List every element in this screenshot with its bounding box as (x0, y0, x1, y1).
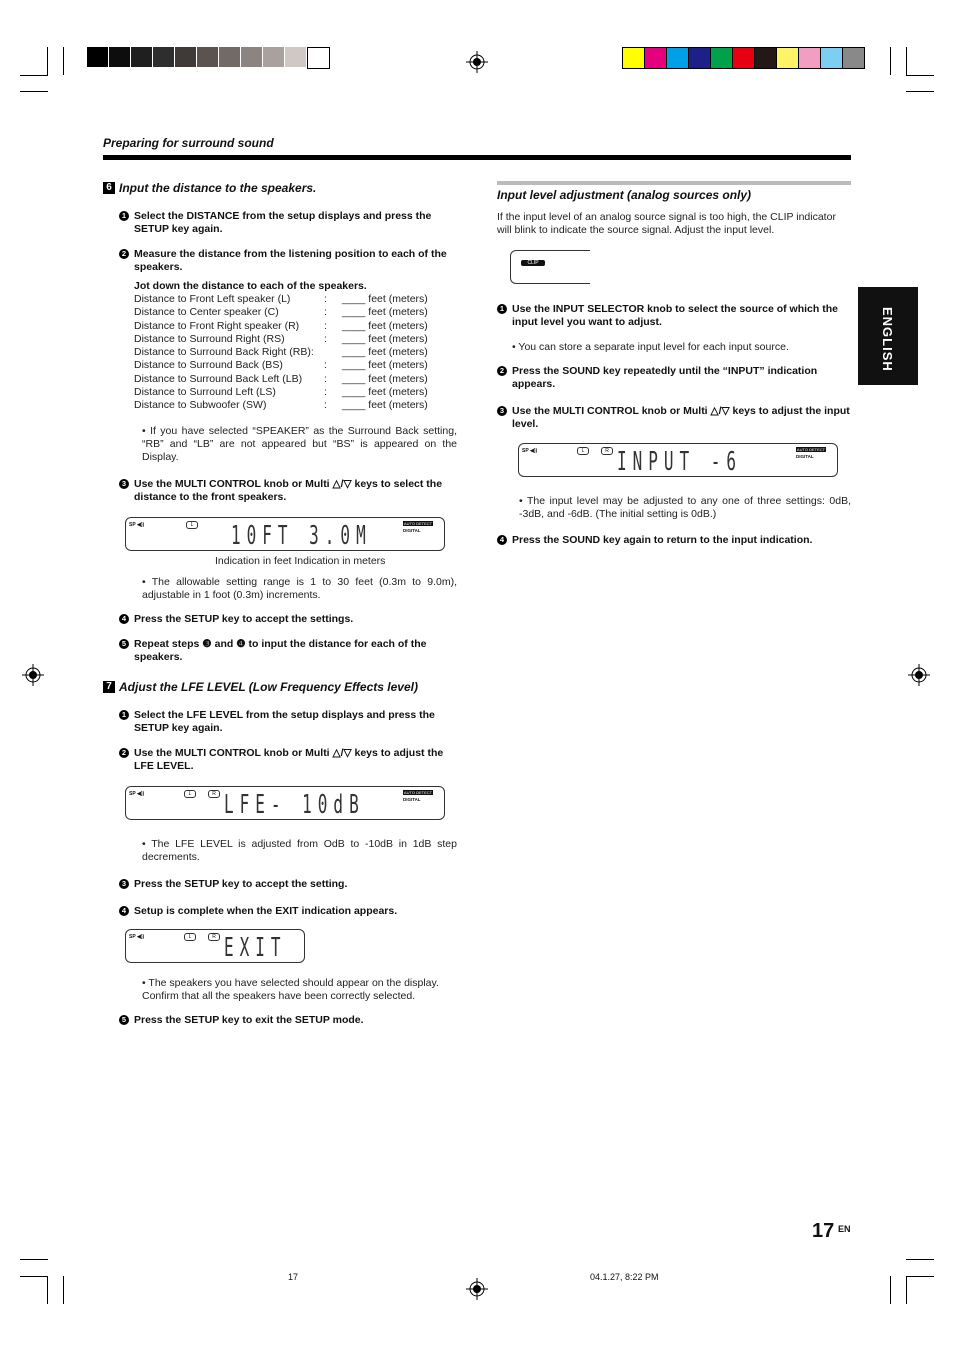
crop-mark (20, 1276, 48, 1277)
crop-mark (890, 1276, 891, 1304)
digital-indicator: DIGITAL (403, 797, 421, 802)
crop-mark (63, 1276, 64, 1304)
step-2: 2 Measure the distance from the listening position to each of the speakers. (134, 248, 457, 274)
crop-mark (20, 91, 48, 92)
digital-indicator: DIGITAL (796, 454, 814, 459)
crop-mark (47, 1276, 48, 1304)
distance-row: Distance to Surround Back (BS) : ____ feet (meters) (134, 359, 428, 372)
language-tab (858, 287, 918, 385)
step-text: Press the SOUND key again to return to the input indication. (512, 534, 813, 546)
step-1: 1 Use the INPUT SELECTOR knob to select the source of which the input level you want to adjust. (512, 303, 851, 329)
step-text: Use the INPUT SELECTOR knob to select the source of which the input level you want to adjust. (512, 303, 838, 328)
color-swatch (732, 47, 755, 69)
crop-mark (20, 75, 48, 76)
crop-mark (906, 1259, 934, 1260)
step-3: 3 Press the SETUP key to accept the setting. (134, 878, 457, 891)
gray-swatch (241, 47, 262, 67)
crop-mark (906, 75, 934, 76)
crop-mark (63, 47, 64, 75)
step-5: 5 Repeat steps ❸ and ❹ to input the distance for each of the speakers. (134, 638, 457, 664)
page-suffix: EN (838, 1224, 851, 1234)
step-text: Press the SETUP key to accept the settings. (134, 613, 354, 625)
step-text: Use the MULTI CONTROL knob or Multi △/▽ keys to adjust the input level. (512, 405, 850, 430)
language-tab-label: ENGLISH (880, 307, 895, 372)
gray-swatch (197, 47, 218, 67)
left-channel-indicator: L (577, 447, 589, 455)
distance-row: Distance to Center speaker (C) : ____ feet (meters) (134, 306, 428, 319)
step-text: Select the LFE LEVEL from the setup displays and press the SETUP key again. (134, 709, 435, 734)
gray-swatch (175, 47, 196, 67)
color-swatch (688, 47, 711, 69)
section-header: Preparing for surround sound (103, 136, 274, 150)
display-caption: Indication in feet Indication in meters (215, 555, 386, 567)
right-channel-indicator: R (208, 790, 220, 798)
distance-row: Distance to Surround Back Right (RB): ____ feet (meters) (134, 346, 428, 359)
step-3: 3 Use the MULTI CONTROL knob or Multi △/▽ keys to select the distance to the front speakers. (134, 478, 457, 504)
section6-title: Input the distance to the speakers. (119, 181, 317, 195)
step-5: 5 Press the SETUP key to exit the SETUP mode. (134, 1014, 457, 1027)
segment-text: INPUT -6 (617, 446, 743, 477)
section7-title: Adjust the LFE LEVEL (Low Frequency Effects level) (119, 680, 418, 694)
step-4: 4 Press the SOUND key again to return to the input indication. (512, 534, 851, 547)
right-channel-indicator: R (208, 933, 220, 941)
section6-heading (103, 181, 316, 195)
auto-detect-badge: AUTO DETECT (403, 790, 433, 795)
color-swatch (776, 47, 799, 69)
step-text: Setup is complete when the EXIT indication appears. (134, 905, 398, 917)
crop-mark (906, 91, 934, 92)
step-2: 2 Press the SOUND key repeatedly until the “INPUT” indication appears. (512, 365, 851, 391)
note: • The input level may be adjusted to any one of three settings: 0dB, -3dB, and -6dB. (The initial setting is 0dB.) (519, 495, 851, 520)
auto-detect-badge: AUTO DETECT (796, 447, 826, 452)
exit-display (125, 929, 305, 963)
color-swatch (842, 47, 865, 69)
color-swatch (644, 47, 667, 69)
gray-swatch (219, 47, 240, 67)
left-channel-indicator: L (186, 521, 198, 529)
step-4: 4 Press the SETUP key to accept the settings. (134, 613, 457, 626)
crop-mark (906, 47, 907, 75)
crop-mark (20, 1259, 48, 1260)
step-text: Select the DISTANCE from the setup displays and press the SETUP key again. (134, 210, 432, 235)
section-number-badge: 7 (103, 681, 115, 693)
auto-detect-badge: AUTO DETECT (403, 521, 433, 526)
note: • The allowable setting range is 1 to 30 feet (0.3m to 9.0m), adjustable in 1 foot (0.3m) increments. (142, 576, 457, 601)
step-text: Repeat steps ❸ and ❹ to input the distance for each of the speakers. (134, 638, 427, 663)
gray-swatch (263, 47, 284, 67)
crop-mark (890, 47, 891, 75)
distance-row: Distance to Subwoofer (SW) : ____ feet (meters) (134, 399, 428, 412)
crop-mark (906, 1276, 907, 1304)
distance-row: Distance to Front Right speaker (R) : ____ feet (meters) (134, 319, 428, 332)
registration-mark-icon (466, 51, 488, 73)
distance-row: Distance to Surround Right (RS) : ____ feet (meters) (134, 332, 428, 345)
speaker-indicator: SP ◀)) (522, 448, 538, 454)
step-4: 4 Setup is complete when the EXIT indication appears. (134, 905, 457, 918)
section7-heading (103, 680, 418, 694)
segment-text: LFE- 10dB (224, 789, 365, 820)
digital-indicator: DIGITAL (403, 528, 421, 533)
color-swatch (666, 47, 689, 69)
left-channel-indicator: L (184, 933, 196, 941)
segment-text: 10FT 3.0M (231, 520, 372, 551)
distance-row: Distance to Front Left speaker (L) : ____ feet (meters) (134, 293, 428, 305)
color-swatch (820, 47, 843, 69)
gray-swatch (131, 47, 152, 67)
speaker-indicator: SP ◀)) (129, 522, 145, 528)
lfe-display (125, 786, 445, 820)
note: • If you have selected “SPEAKER” as the Surround Back setting, “RB” and “LB” are not appeared but “BS” is appeared on the Display. (142, 425, 457, 463)
step-text: Press the SETUP key to accept the setting. (134, 878, 348, 890)
gray-swatch (109, 47, 130, 67)
section-number-badge: 6 (103, 182, 115, 194)
header-rule (103, 155, 851, 160)
gray-swatch (307, 47, 330, 69)
speaker-indicator: SP ◀)) (129, 934, 145, 940)
distance-row: Distance to Surround Left (LS) : ____ feet (meters) (134, 386, 428, 399)
color-swatch (754, 47, 777, 69)
step-text: Press the SETUP key to exit the SETUP mode. (134, 1014, 364, 1026)
color-swatch (798, 47, 821, 69)
distance-row: Distance to Surround Back Left (LB) : ____ feet (meters) (134, 372, 428, 385)
gray-swatch (87, 47, 108, 67)
step-text: Measure the distance from the listening position to each of the speakers. (134, 248, 447, 273)
step-3: 3 Use the MULTI CONTROL knob or Multi △/▽ keys to adjust the input level. (512, 405, 851, 431)
crop-mark (47, 47, 48, 75)
note: • The LFE LEVEL is adjusted from OdB to -10dB in 1dB step decrements. (142, 838, 457, 863)
note: • You can store a separate input level for each input source. (512, 341, 789, 353)
gray-swatch (285, 47, 306, 67)
segment-text: EXIT (224, 932, 287, 963)
input-level-title: Input level adjustment (analog sources only) (497, 188, 752, 202)
input-display (518, 443, 838, 477)
step-text: Use the MULTI CONTROL knob or Multi △/▽ keys to adjust the LFE LEVEL. (134, 747, 444, 772)
gray-swatch (153, 47, 174, 67)
clip-display (510, 250, 590, 284)
left-channel-indicator: L (184, 790, 196, 798)
color-swatch (710, 47, 733, 69)
step-text: Press the SOUND key repeatedly until the “INPUT” indication appears. (512, 365, 818, 390)
step-text: Use the MULTI CONTROL knob or Multi △/▽ keys to select the distance to the front speakers. (134, 478, 443, 503)
input-level-intro: If the input level of an analog source signal is too high, the CLIP indicator will blink to indicate the source signal. Adjust the input level. (497, 211, 836, 236)
input-level-rule (497, 181, 851, 185)
registration-mark-icon (22, 664, 44, 686)
step-1: 1 Select the DISTANCE from the setup displays and press the SETUP key again. (134, 210, 457, 236)
step-2: 2 Use the MULTI CONTROL knob or Multi △/▽ keys to adjust the LFE LEVEL. (134, 747, 457, 773)
jot-instruction: Jot down the distance to each of the speakers. (134, 280, 367, 292)
footer-timestamp: 04.1.27, 8:22 PM (590, 1272, 659, 1282)
speaker-indicator: SP ◀)) (129, 791, 145, 797)
clip-indicator: CLIP (521, 260, 545, 266)
color-swatch (622, 47, 645, 69)
distance-table (134, 293, 428, 413)
page-number: 17 (812, 1220, 835, 1242)
distance-display (125, 517, 445, 551)
note: • The speakers you have selected should appear on the display. Confirm that all the speakers have been correctly selected. (142, 977, 439, 1002)
footer-page-ref: 17 (288, 1272, 299, 1282)
registration-mark-icon (466, 1278, 488, 1300)
step-1: 1 Select the LFE LEVEL from the setup displays and press the SETUP key again. (134, 709, 457, 735)
registration-mark-icon (908, 664, 930, 686)
crop-mark (906, 1276, 934, 1277)
right-channel-indicator: R (601, 447, 613, 455)
